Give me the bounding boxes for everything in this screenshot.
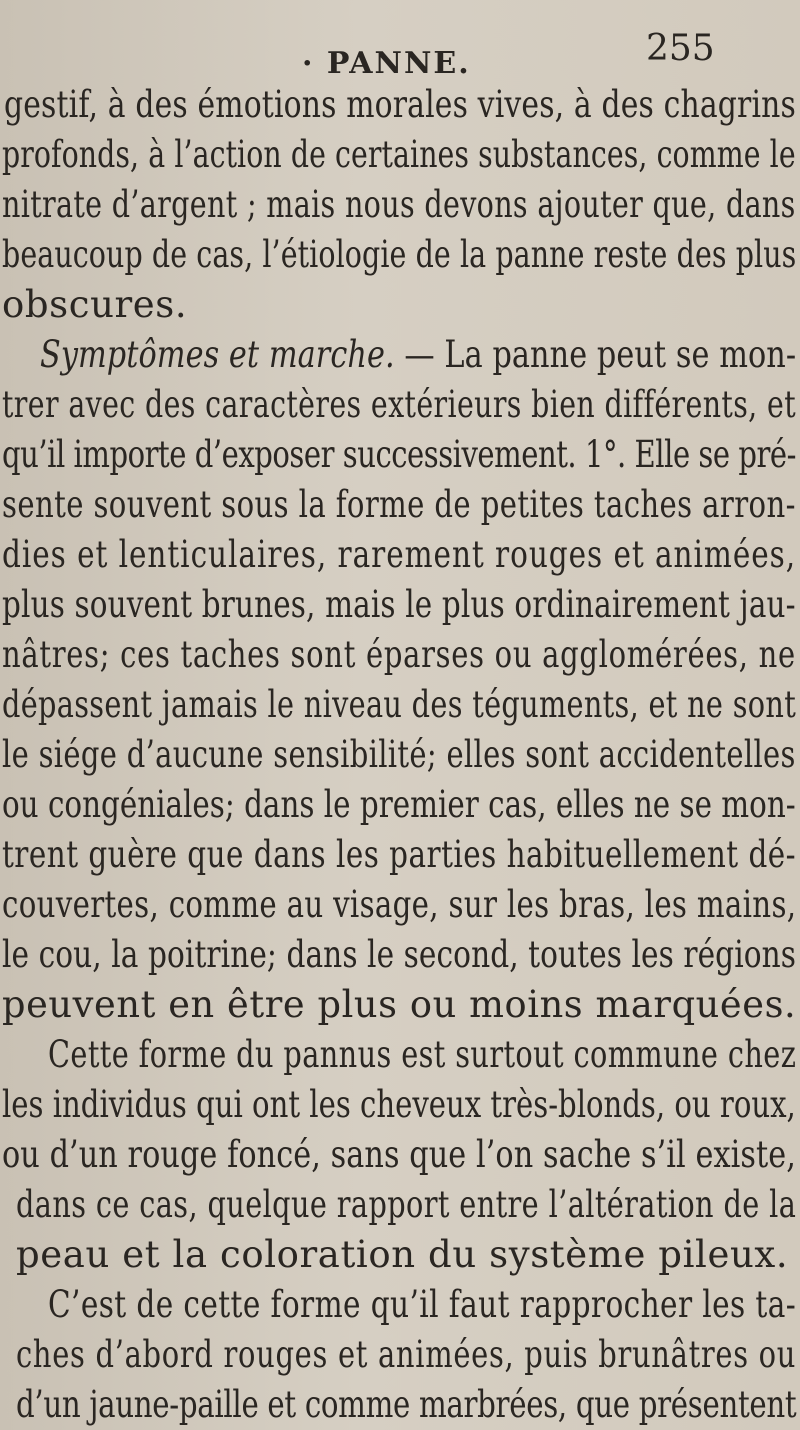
text-line: gestif, à des émotions morales vives, à des chagrins: [4, 83, 796, 126]
text-line: peuvent en être plus ou moins marquées.: [2, 983, 797, 1026]
text-line: profonds, à l’action de certaines substances, comme le: [2, 133, 796, 176]
text-line: ches d’abord rouges et animées, puis brunâtres ou: [16, 1333, 797, 1376]
text-line: ou d’un rouge foncé, sans que l’on sache s’il existe,: [2, 1133, 796, 1176]
text-line: le siége d’aucune sensibilité; elles sont accidentelles: [2, 733, 796, 776]
text-line: C’est de cette forme qu’il faut rapprocher les ta-: [48, 1283, 797, 1326]
text-line: dies et lenticulaires, rarement rouges et animées,: [2, 533, 797, 576]
text-line: nâtres; ces taches sont éparses ou agglomérées, ne: [2, 633, 796, 676]
page-number: 255: [646, 28, 715, 69]
section-heading: Symptômes et marche.: [40, 333, 395, 376]
text-line: obscures.: [2, 283, 188, 326]
text-line: ou congéniales; dans le premier cas, elles ne se mon-: [2, 783, 796, 826]
text-line: nitrate d’argent ; mais nous devons ajouter que, dans: [2, 183, 796, 226]
text-line: le cou, la poitrine; dans le second, toutes les régions: [2, 933, 797, 976]
text-line: trer avec des caractères extérieurs bien différents, et: [2, 383, 796, 426]
running-head: · PANNE.: [302, 46, 471, 81]
text-line: beaucoup de cas, l’étiologie de la panne reste des plus: [2, 233, 797, 276]
text-line: les individus qui ont les cheveux très-blonds, ou roux,: [2, 1083, 796, 1126]
text-line: qu’il importe d’exposer successivement. 1°. Elle se pré-: [2, 433, 796, 476]
text-line-rest: — La panne peut se mon-: [394, 333, 797, 376]
text-line: peau et la coloration du système pileux.: [16, 1233, 789, 1276]
text-line: sente souvent sous la forme de petites taches arron-: [2, 483, 796, 526]
text-line: dépassent jamais le niveau des téguments, et ne sont: [2, 683, 797, 726]
text-line: [40, 330, 796, 380]
text-line: d’un jaune-paille et comme marbrées, que présentent: [16, 1383, 797, 1426]
text-line: couvertes, comme au visage, sur les bras, les mains,: [2, 883, 797, 926]
page-header: [0, 28, 800, 81]
text-line: Cette forme du pannus est surtout commune chez: [48, 1033, 797, 1076]
text-line: dans ce cas, quelque rapport entre l’altération de la: [16, 1183, 797, 1226]
text-line: trent guère que dans les parties habituellement dé-: [2, 833, 797, 876]
text-line: plus souvent brunes, mais le plus ordinairement jau-: [2, 583, 796, 626]
